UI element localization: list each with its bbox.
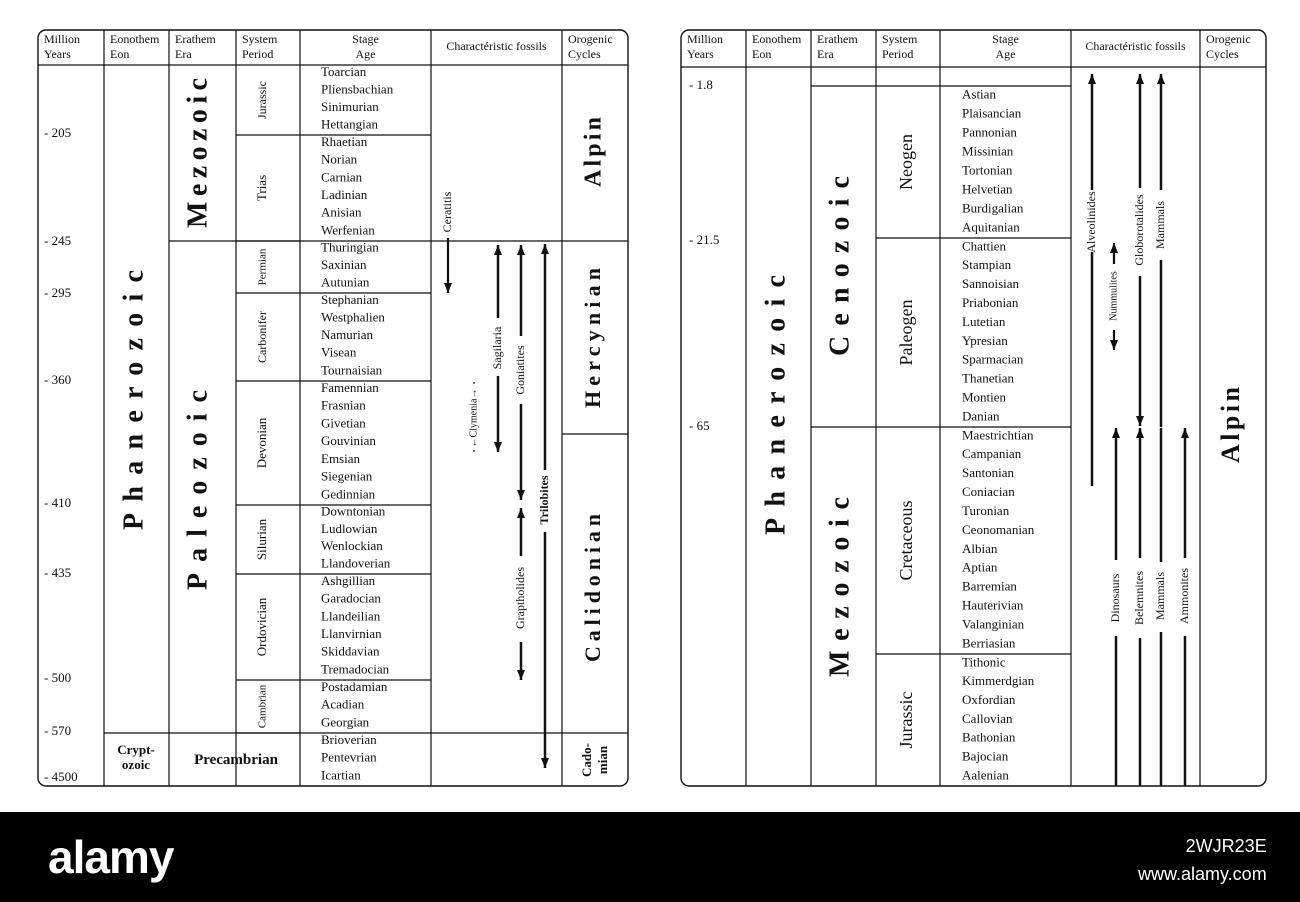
- stage-carnian: Carnian: [321, 169, 363, 185]
- fossil-sagilaria-range-head-up: [494, 245, 502, 255]
- fossil-mammals-mesozoic: Mammals: [1152, 572, 1167, 620]
- site-url: www.alamy.com: [1138, 864, 1267, 884]
- right-age-2: - 65: [689, 418, 710, 433]
- period-devonian: Devonian: [253, 417, 269, 469]
- stage-priabonian: Priabonian: [962, 294, 1019, 310]
- left-age-7: - 570: [44, 723, 72, 738]
- period-neogen: Neogen: [896, 134, 917, 190]
- stage-westphalien: Westphalien: [321, 309, 385, 325]
- stage-albian: Albian: [962, 540, 998, 556]
- orogenic-calidonian: Calidonian: [580, 514, 606, 662]
- era-mezozoic-right: Mezozoic: [824, 497, 856, 677]
- stage-postadamian: Postadamian: [321, 678, 388, 694]
- fossil-nummulites: Nummulites: [1108, 271, 1120, 321]
- orogenic-alpin: Alpin: [580, 117, 607, 187]
- stage-wenlockian: Wenlockian: [321, 538, 383, 554]
- fossil-goniatites: Goniatites: [512, 345, 527, 395]
- fossil-globorotalides-range-head-down: [1136, 416, 1144, 426]
- left-age-0: - 205: [44, 125, 72, 140]
- fossil-graptholides-range-head-up: [517, 508, 525, 518]
- era-cenozoic: Cenozoic: [824, 176, 856, 356]
- header-mya-line1: Million: [44, 32, 81, 46]
- eon-phanerozoic: Phanerozoic: [118, 270, 150, 530]
- stage-valanginian: Valanginian: [962, 616, 1025, 632]
- stage-tortonian: Tortonian: [962, 162, 1013, 178]
- stage-berriasian: Berriasian: [962, 635, 1016, 651]
- stage-llandoverian: Llandoverian: [321, 555, 391, 571]
- orogenic-cadomian-2: mian: [594, 745, 610, 775]
- header-period-line1: System: [242, 32, 278, 46]
- period-permian: Permian: [256, 248, 269, 286]
- right-age-1: - 21.5: [689, 232, 720, 247]
- period-carbonifer: Carbonifer: [254, 311, 269, 363]
- header-period-line2: Period: [882, 47, 914, 61]
- orogenic-cadomian-1: Cado-: [578, 743, 594, 777]
- stage-saxinian: Saxinian: [321, 257, 367, 273]
- era-mezozoic: Mezozoic: [182, 78, 214, 228]
- orogenic-hercynian: Hercynian: [580, 268, 606, 408]
- stage-frasnian: Frasnian: [321, 397, 366, 413]
- stage-garadocian: Garadocian: [321, 590, 381, 606]
- right-age-0: - 1.8: [689, 77, 713, 92]
- stage-givetian: Givetian: [321, 415, 366, 431]
- stage-stampian: Stampian: [962, 257, 1012, 273]
- stage-kimmerdgian: Kimmerdgian: [962, 673, 1035, 689]
- stage-skiddavian: Skiddavian: [321, 643, 380, 659]
- header-orogenic-line1: Orogenic: [568, 32, 613, 46]
- fossil-mammals-cenozoic: Mammals: [1152, 201, 1167, 249]
- left-age-4: - 410: [44, 495, 72, 510]
- stage-astian: Astian: [962, 86, 996, 102]
- stage-santonian: Santonian: [962, 465, 1014, 481]
- stage-llandeilian: Llandeilian: [321, 608, 381, 624]
- stage-emsian: Emsian: [321, 450, 360, 466]
- header-eon-line2: Eon: [110, 47, 130, 61]
- period-silurian: Silurian: [253, 518, 269, 561]
- stage-plaisancian: Plaisancian: [962, 105, 1022, 121]
- header-mya-line2: Years: [44, 47, 71, 61]
- header-stage-line1: Stage: [352, 32, 379, 46]
- stage-aquitanian: Aquitanian: [962, 219, 1020, 235]
- header-era-line2: Era: [817, 47, 834, 61]
- stage-autunian: Autunian: [321, 274, 370, 290]
- header-period-line2: Period: [242, 47, 274, 61]
- stage-werfenian: Werfenian: [321, 222, 375, 238]
- era-precambrian: Precambrian: [194, 752, 278, 768]
- stage-thuringian: Thuringian: [321, 239, 379, 255]
- fossil-ammonites-range-head-up: [1181, 428, 1189, 438]
- fossil-trilobites-range-head-up: [541, 244, 549, 254]
- stage-hauterivian: Hauterivian: [962, 597, 1024, 613]
- left-age-1: - 245: [44, 233, 72, 248]
- fossil-mammals-cenozoic-range-head-up: [1157, 74, 1165, 84]
- eon-cryptozoic-1: Crypt-: [117, 742, 155, 757]
- left-age-3: - 360: [44, 372, 72, 387]
- stage-bajocian: Bajocian: [962, 748, 1009, 764]
- stage-ludlowian: Ludlowian: [321, 520, 378, 536]
- era-paleozoic: Paleozoic: [182, 390, 214, 590]
- stage-llanvirnian: Llanvirnian: [321, 625, 382, 641]
- stage-ypresian: Ypresian: [962, 332, 1008, 348]
- stage-toarcian: Toarcian: [321, 63, 367, 79]
- fossil-globorotalides-range-head-up: [1136, 74, 1144, 84]
- header-era-line2: Era: [175, 47, 192, 61]
- fossil-ceratitis-range-head-down: [444, 283, 452, 293]
- stage-bathonian: Bathonian: [962, 729, 1016, 745]
- header-stage-line2: Age: [355, 47, 376, 61]
- header-era-line1: Erathem: [817, 32, 858, 46]
- stage-chattien: Chattien: [962, 238, 1007, 254]
- stage-downtonian: Downtonian: [321, 503, 386, 519]
- fossil-sagilaria: Sagilaria: [489, 326, 504, 370]
- stage-montien: Montien: [962, 389, 1007, 405]
- header-period-line1: System: [882, 32, 918, 46]
- header-orogenic-line2: Cycles: [568, 47, 601, 61]
- stage-callovian: Callovian: [962, 710, 1013, 726]
- stage-ceonomanian: Ceonomanian: [962, 521, 1035, 537]
- fossil-alveolinides: Alveolinides: [1083, 191, 1098, 253]
- stage-sannoisian: Sannoisian: [962, 276, 1020, 292]
- stage-acadian: Acadian: [321, 696, 365, 712]
- stage-gouvinian: Gouvinian: [321, 433, 376, 449]
- stage-aalenian: Aalenian: [962, 767, 1009, 783]
- fossil-belemnites: Belemnites: [1131, 571, 1146, 625]
- fossil-dinosaurs-range-head-up: [1112, 428, 1120, 438]
- stage-campanian: Campanian: [962, 446, 1022, 462]
- stage-sinimurian: Sinimurian: [321, 98, 379, 114]
- stage-rhaetian: Rhaetian: [321, 133, 368, 149]
- left-age-2: - 295: [44, 285, 72, 300]
- stage-turonian: Turonian: [962, 502, 1010, 518]
- period-trias: Trias: [253, 174, 269, 202]
- stage-danian: Danian: [962, 408, 1000, 424]
- header-orogenic-line1: Orogenic: [1206, 32, 1251, 46]
- stage-icartian: Icartian: [321, 767, 361, 783]
- stage-tithonic: Tithonic: [962, 654, 1006, 670]
- fossil-ammonites: Ammonites: [1176, 568, 1191, 624]
- left-age-5: - 435: [44, 565, 72, 580]
- stage-maestrichtian: Maestrichtian: [962, 427, 1034, 443]
- stage-norian: Norian: [321, 151, 358, 167]
- fossil-graptholides: Graptholides: [512, 567, 527, 629]
- header-stage-line2: Age: [995, 47, 1016, 61]
- stage-brioverian: Brioverian: [321, 731, 377, 747]
- header-fossils: Charactéristic fossils: [446, 39, 547, 53]
- fossil-globorotalides: Globorotalides: [1131, 194, 1146, 266]
- header-fossils: Charactéristic fossils: [1085, 39, 1186, 53]
- fossil-clymenia: ←Clymenia→: [468, 388, 480, 448]
- image-id: 2WJR23E: [1185, 836, 1267, 856]
- stage-burdigalian: Burdigalian: [962, 200, 1024, 216]
- fossil-nummulites-range-head-up: [1110, 243, 1118, 253]
- fossil-alveolinides-range-head-up: [1088, 74, 1096, 84]
- period-cretaceous: Cretaceous: [896, 500, 917, 581]
- stage-hettangian: Hettangian: [321, 116, 379, 132]
- fossil-nummulites-range-head-down: [1110, 340, 1118, 350]
- header-stage-line1: Stage: [992, 32, 1019, 46]
- stage-barremian: Barremian: [962, 578, 1017, 594]
- orogenic-alpin-right: Alpin: [1215, 387, 1245, 463]
- stage-ladinian: Ladinian: [321, 186, 368, 202]
- left-age-8: - 4500: [44, 769, 78, 784]
- stage-coniacian: Coniacian: [962, 484, 1015, 500]
- stage-lutetian: Lutetian: [962, 313, 1006, 329]
- header-eon-line1: Eonothem: [110, 32, 160, 46]
- header-mya-line1: Million: [687, 32, 724, 46]
- stage-sparmacian: Sparmacian: [962, 351, 1024, 367]
- header-era-line1: Erathem: [175, 32, 216, 46]
- stage-thanetian: Thanetian: [962, 370, 1014, 386]
- stage-tremadocian: Tremadocian: [321, 661, 390, 677]
- stage-visean: Visean: [321, 344, 357, 360]
- stage-missinian: Missinian: [962, 143, 1014, 159]
- stage-tournaisian: Tournaisian: [321, 362, 383, 378]
- stage-pannonian: Pannonian: [962, 124, 1017, 140]
- fossil-goniatites-range-head-down: [517, 490, 525, 500]
- stage-helvetian: Helvetian: [962, 181, 1013, 197]
- stage-oxfordian: Oxfordian: [962, 691, 1016, 707]
- fossil-trilobites: Trilobites: [536, 475, 551, 525]
- header-eon-line1: Eonothem: [752, 32, 802, 46]
- alamy-logo: alamy: [48, 831, 174, 883]
- stage-anisian: Anisian: [321, 204, 362, 220]
- header-mya-line2: Years: [687, 47, 714, 61]
- stage-gedinnian: Gedinnian: [321, 486, 376, 502]
- fossil-sagilaria-range-head-down: [494, 442, 502, 452]
- left-age-6: - 500: [44, 670, 72, 685]
- fossil-trilobites-range-head-down: [541, 758, 549, 768]
- stage-stephanian: Stephanian: [321, 291, 379, 307]
- fossil-dinosaurs: Dinosaurs: [1107, 573, 1122, 623]
- stage-ashgillian: Ashgillian: [321, 572, 376, 588]
- watermark-footer: [0, 812, 1300, 902]
- period-jurassic: Jurassic: [254, 81, 269, 119]
- eon-phanerozoic-right: Phanerozoic: [760, 275, 792, 535]
- stage-siegenian: Siegenian: [321, 468, 373, 484]
- fossil-ceratitis: Ceratitis: [439, 191, 454, 233]
- header-eon-line2: Eon: [752, 47, 772, 61]
- stage-namurian: Namurian: [321, 327, 373, 343]
- header-orogenic-line2: Cycles: [1206, 47, 1239, 61]
- stage-pliensbachian: Pliensbachian: [321, 81, 394, 97]
- period-paleogen: Paleogen: [896, 299, 917, 366]
- period-cambrian: Cambrian: [256, 684, 269, 729]
- fossil-belemnites-range-head-up: [1136, 428, 1144, 438]
- period-ordovician: Ordovician: [253, 597, 269, 657]
- stage-pentevrian: Pentevrian: [321, 749, 377, 765]
- stage-georgian: Georgian: [321, 714, 370, 730]
- stage-famennian: Famennian: [321, 379, 379, 395]
- stage-aptian: Aptian: [962, 559, 998, 575]
- fossil-goniatites-range-head-up: [517, 245, 525, 255]
- fossil-graptholides-range-head-down: [517, 670, 525, 680]
- eon-cryptozoic-2: ozoic: [121, 757, 151, 772]
- period-jurassic: Jurassic: [896, 691, 917, 749]
